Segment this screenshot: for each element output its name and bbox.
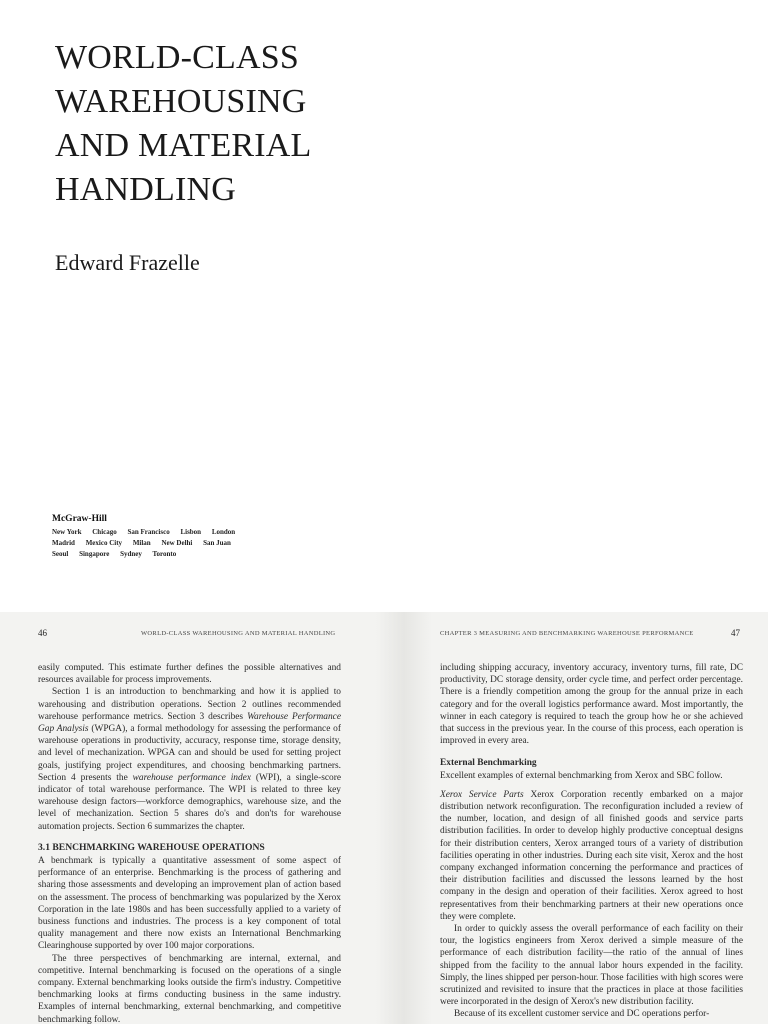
- section-heading: 3.1 BENCHMARKING WAREHOUSE OPERATIONS: [38, 841, 265, 853]
- run-in-heading: Xerox Service Parts: [440, 789, 524, 800]
- text-run: (WPGA), a formal methodology for assessing the performance of warehouse operations in productivity, accuracy, response time, storage density, and level of mechanization. WPGA can and should be used for setting project goals, justifying project expenditures, and choosing benchmarking partners. Section 4 presents the: [38, 724, 341, 783]
- book-title-line: WORLD-CLASS: [55, 39, 299, 76]
- city: Toronto: [152, 550, 177, 558]
- book-title-line: HANDLING: [55, 171, 237, 208]
- publisher-cities-row: [52, 538, 244, 549]
- book-title: [55, 36, 311, 212]
- right-running-head: CHAPTER 3 MEASURING AND BENCHMARKING WAREHOUSE PERFORMANCE: [440, 630, 694, 637]
- city: San Francisco: [127, 528, 170, 536]
- paragraph: The three perspectives of benchmarking are internal, external, and competitive. Internal benchmarking is focused on the operations of a single company. External benchmarking looks outside the firm's industry. Competitive benchmarking looks at firms conducting business in the same industry. Examples of internal benchmarking, external benchmarking, and competitive benchmarking follow.: [38, 953, 341, 1024]
- city: Lisbon: [180, 528, 202, 536]
- paragraph: A benchmark is typically a quantitative assessment of some aspect of performance of an enterprise. Benchmarking is the process of gathering and sharing those assessments and developing an improvement plan of action based on the assessment. The process of benchmarking was popularized by the Xerox Corporation in the late 1980s and has been successfully applied to a variety of business functions and industries. The process is a key component of total quality management and there now exists an International Benchmarking Clearinghouse supported by over 100 major corporations.: [38, 856, 341, 952]
- right-page-body: [440, 662, 743, 1021]
- city: Seoul: [52, 550, 69, 558]
- text-run-italic: Warehouse Performance Gap Analysis: [38, 711, 341, 735]
- author-name: Edward Frazelle: [55, 250, 200, 275]
- city: New York: [52, 528, 82, 536]
- paragraph: Because of its excellent customer service and DC operations perfor-: [454, 1009, 710, 1020]
- publisher-cities-row: [52, 549, 244, 560]
- paragraph: [38, 686, 341, 832]
- city: Chicago: [92, 528, 117, 536]
- city: Sydney: [120, 550, 142, 558]
- left-running-head: WORLD-CLASS WAREHOUSING AND MATERIAL HANDLING: [141, 630, 336, 637]
- left-page-body: [38, 662, 341, 1024]
- text-run: Section 1 is an introduction to benchmarking and how it is applied to warehousing and distribution operations. Section 2 outlines recommended warehouse performance metrics. Section 3 describes: [38, 687, 341, 722]
- paragraph: Excellent examples of external benchmarking from Xerox and SBC follow.: [440, 770, 723, 781]
- book-title-line: AND MATERIAL: [55, 127, 312, 164]
- city: San Juan: [203, 539, 231, 547]
- paragraph: In order to quickly assess the overall performance of each facility on their tour, the logistics engineers from Xerox derived a simple measure of the performance of each distribution facility—the ratio of the annual of lines shipped from the facility to the annual labor hours expended in the facility. Simply, the lines shipped per person-hour. Those facilities with high scores were scrutinized and revisited to insure that the practices in place at those facilities were incorporated in the design of Xerox's new distribution facility.: [440, 924, 743, 1008]
- publisher-block: [52, 514, 244, 560]
- paragraph: [440, 789, 743, 923]
- book-title-line: WAREHOUSING: [55, 83, 307, 120]
- paragraph: easily computed. This estimate further defines the possible alternatives and resources available for process improvements.: [38, 663, 341, 686]
- book-spread: [0, 612, 768, 1024]
- city: Madrid: [52, 539, 75, 547]
- paragraph: including shipping accuracy, inventory accuracy, inventory turns, fill rate, DC productivity, DC storage density, order cycle time, and perfect order percentage. There is a friendly competition among the group for the annual prize in each category and for the overall logistics performance award. Most importantly, the winner in each category is required to teach the group how he or she achieved that success in the previous year. In the course of this process, each operation is improved in every area.: [440, 663, 743, 747]
- text-run: (WPI), a single-score indicator of total warehouse performance. The WPI is related to three key warehouse design factors—workforce demographics, warehouse size, and the level of mechanization. Section 5 shares do's and don'ts for warehouse automation projects. Section 6 summarizes the chapter.: [38, 772, 341, 832]
- city: New Delhi: [161, 539, 193, 547]
- city: Milan: [132, 539, 151, 547]
- left-page-number: 46: [38, 628, 47, 638]
- city: Mexico City: [85, 539, 123, 547]
- text-run-italic: warehouse performance index: [132, 772, 251, 783]
- publisher-name: McGraw-Hill: [52, 514, 107, 524]
- right-page-number: 47: [731, 628, 740, 638]
- city: London: [211, 528, 236, 536]
- publisher-cities-row: [52, 527, 244, 538]
- book-gutter: [376, 612, 432, 1024]
- text-run: Xerox Corporation recently embarked on a major distribution network reconfiguration. The reconfiguration included a review of the number, location, and design of all finished goods and service parts distribution facilities. In order to develop highly productive conceptual designs for their distribution centers, Xerox arranged tours of a variety of distribution facilities operating in other industries. During each site visit, Xerox and the host company exchanged information concerning the performance and practices of their distribution facilities and discussed the lessons learned by the host company in the design and operation of their facilities. Xerox agreed to host representatives from their benchmarking partners at their new operations once they were complete.: [440, 789, 743, 922]
- subsection-heading: External Benchmarking: [440, 758, 537, 769]
- city: Singapore: [79, 550, 110, 558]
